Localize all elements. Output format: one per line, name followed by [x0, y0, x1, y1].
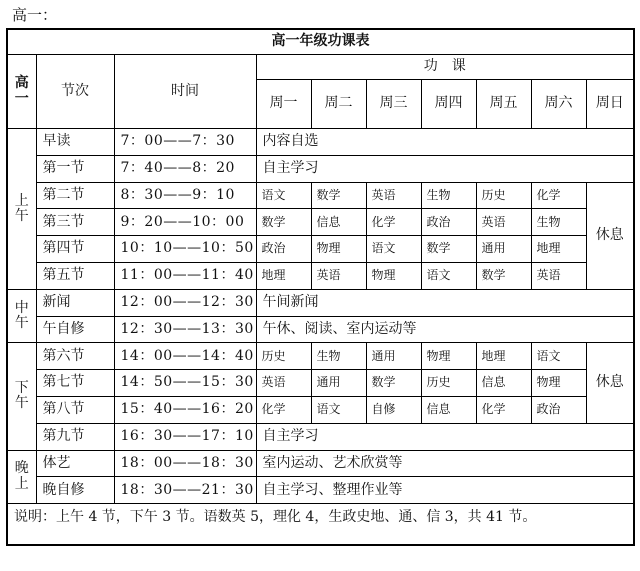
- time-cell: 18：30——21：30: [114, 477, 256, 504]
- day-header: 周日: [586, 80, 634, 129]
- subject-cell: 政治: [531, 396, 586, 423]
- period-cell: 第三节: [36, 209, 114, 236]
- period-cell: 第五节: [36, 262, 114, 289]
- period-cell: 第一节: [36, 155, 114, 182]
- rest-cell: 休息: [586, 343, 634, 423]
- subject-cell: 数学: [311, 182, 366, 209]
- rest-cell: 休息: [586, 182, 634, 289]
- subject-cell: 化学: [476, 396, 531, 423]
- subject-cell: 英语: [476, 209, 531, 236]
- subject-cell: 化学: [531, 182, 586, 209]
- table-row: [7, 450, 634, 477]
- subject-cell: 物理: [421, 343, 476, 370]
- subject-cell: 生物: [531, 209, 586, 236]
- time-header: 时间: [114, 55, 256, 129]
- period-cell: 午自修: [36, 316, 114, 343]
- subject-cell: 物理: [531, 370, 586, 397]
- time-cell: 7：40——8：20: [114, 155, 256, 182]
- subject-cell: 英语: [256, 370, 311, 397]
- table-row: [7, 423, 634, 450]
- subject-cell: 地理: [531, 236, 586, 263]
- day-header: 周四: [421, 80, 476, 129]
- subject-cell: 语文: [366, 236, 421, 263]
- day-header: 周一: [256, 80, 311, 129]
- subject-cell: 英语: [531, 262, 586, 289]
- period-cell: 晚自修: [36, 477, 114, 504]
- period-cell: 第八节: [36, 396, 114, 423]
- time-cell: 16：30——17：10: [114, 423, 256, 450]
- subject-cell: 地理: [476, 343, 531, 370]
- span-activity-cell: 室内运动、艺术欣赏等: [256, 450, 634, 477]
- section-label: 中 午: [7, 289, 36, 343]
- time-cell: 10：10——10：50: [114, 236, 256, 263]
- subject-cell: 通用: [366, 343, 421, 370]
- day-header: 周三: [366, 80, 421, 129]
- subject-cell: 历史: [476, 182, 531, 209]
- span-activity-cell: 午间新闻: [256, 289, 634, 316]
- subject-cell: 历史: [256, 343, 311, 370]
- span-activity-cell: 自主学习: [256, 423, 634, 450]
- grade-label: 高一：: [12, 6, 58, 24]
- subject-cell: 信息: [476, 370, 531, 397]
- table-row: [7, 236, 634, 263]
- subject-cell: 语文: [311, 396, 366, 423]
- day-header: 周六: [531, 80, 586, 129]
- time-cell: 11：00——11：40: [114, 262, 256, 289]
- section-label: 下 午: [7, 343, 36, 450]
- table-row: [7, 129, 634, 156]
- courses-header: 功 课: [256, 55, 634, 80]
- time-cell: 7：00——7：30: [114, 129, 256, 156]
- span-activity-cell: 内容自选: [256, 129, 634, 156]
- subject-cell: 政治: [256, 236, 311, 263]
- subject-cell: 英语: [366, 182, 421, 209]
- footnote: 说明：上午 4 节，下午 3 节。语数英 5，理化 4，生政史地、通、信 3，共 41 节。: [7, 504, 634, 546]
- table-row: [7, 477, 634, 504]
- subject-cell: 生物: [421, 182, 476, 209]
- table-row: [7, 262, 634, 289]
- table-row: [7, 209, 634, 236]
- time-cell: 14：00——14：40: [114, 343, 256, 370]
- subject-cell: 信息: [311, 209, 366, 236]
- table-row: [7, 316, 634, 343]
- time-cell: 9：20——10：00: [114, 209, 256, 236]
- table-row: [7, 289, 634, 316]
- table-row: [7, 343, 634, 370]
- period-cell: 早读: [36, 129, 114, 156]
- period-cell: 新闻: [36, 289, 114, 316]
- time-cell: 12：30——13：30: [114, 316, 256, 343]
- table-row: [7, 182, 634, 209]
- subject-cell: 政治: [421, 209, 476, 236]
- subject-cell: 语文: [531, 343, 586, 370]
- schedule-table: [6, 28, 635, 546]
- period-header: 节次: [36, 55, 114, 129]
- table-row: [7, 396, 634, 423]
- subject-cell: 自修: [366, 396, 421, 423]
- table-title: 高一年级功课表: [7, 29, 634, 55]
- subject-cell: 化学: [256, 396, 311, 423]
- subject-cell: 地理: [256, 262, 311, 289]
- subject-cell: 语文: [256, 182, 311, 209]
- time-cell: 14：50——15：30: [114, 370, 256, 397]
- table-row: [7, 370, 634, 397]
- subject-cell: 历史: [421, 370, 476, 397]
- subject-cell: 物理: [366, 262, 421, 289]
- span-activity-cell: 自主学习、整理作业等: [256, 477, 634, 504]
- subject-cell: 信息: [421, 396, 476, 423]
- subject-cell: 化学: [366, 209, 421, 236]
- time-cell: 18：00——18：30: [114, 450, 256, 477]
- subject-cell: 语文: [421, 262, 476, 289]
- span-activity-cell: 午休、阅读、室内运动等: [256, 316, 634, 343]
- day-header: 周五: [476, 80, 531, 129]
- time-cell: 15：40——16：20: [114, 396, 256, 423]
- period-cell: 第九节: [36, 423, 114, 450]
- period-cell: 体艺: [36, 450, 114, 477]
- grade-vertical-label: 高 一: [7, 55, 36, 129]
- time-cell: 8：30——9：10: [114, 182, 256, 209]
- period-cell: 第七节: [36, 370, 114, 397]
- period-cell: 第六节: [36, 343, 114, 370]
- day-header: 周二: [311, 80, 366, 129]
- section-label: 晚 上: [7, 450, 36, 504]
- subject-cell: 通用: [476, 236, 531, 263]
- subject-cell: 数学: [421, 236, 476, 263]
- subject-cell: 生物: [311, 343, 366, 370]
- period-cell: 第四节: [36, 236, 114, 263]
- period-cell: 第二节: [36, 182, 114, 209]
- span-activity-cell: 自主学习: [256, 155, 634, 182]
- subject-cell: 英语: [311, 262, 366, 289]
- subject-cell: 物理: [311, 236, 366, 263]
- subject-cell: 通用: [311, 370, 366, 397]
- subject-cell: 数学: [366, 370, 421, 397]
- subject-cell: 数学: [256, 209, 311, 236]
- section-label: 上 午: [7, 129, 36, 290]
- subject-cell: 数学: [476, 262, 531, 289]
- time-cell: 12：00——12：30: [114, 289, 256, 316]
- table-row: [7, 155, 634, 182]
